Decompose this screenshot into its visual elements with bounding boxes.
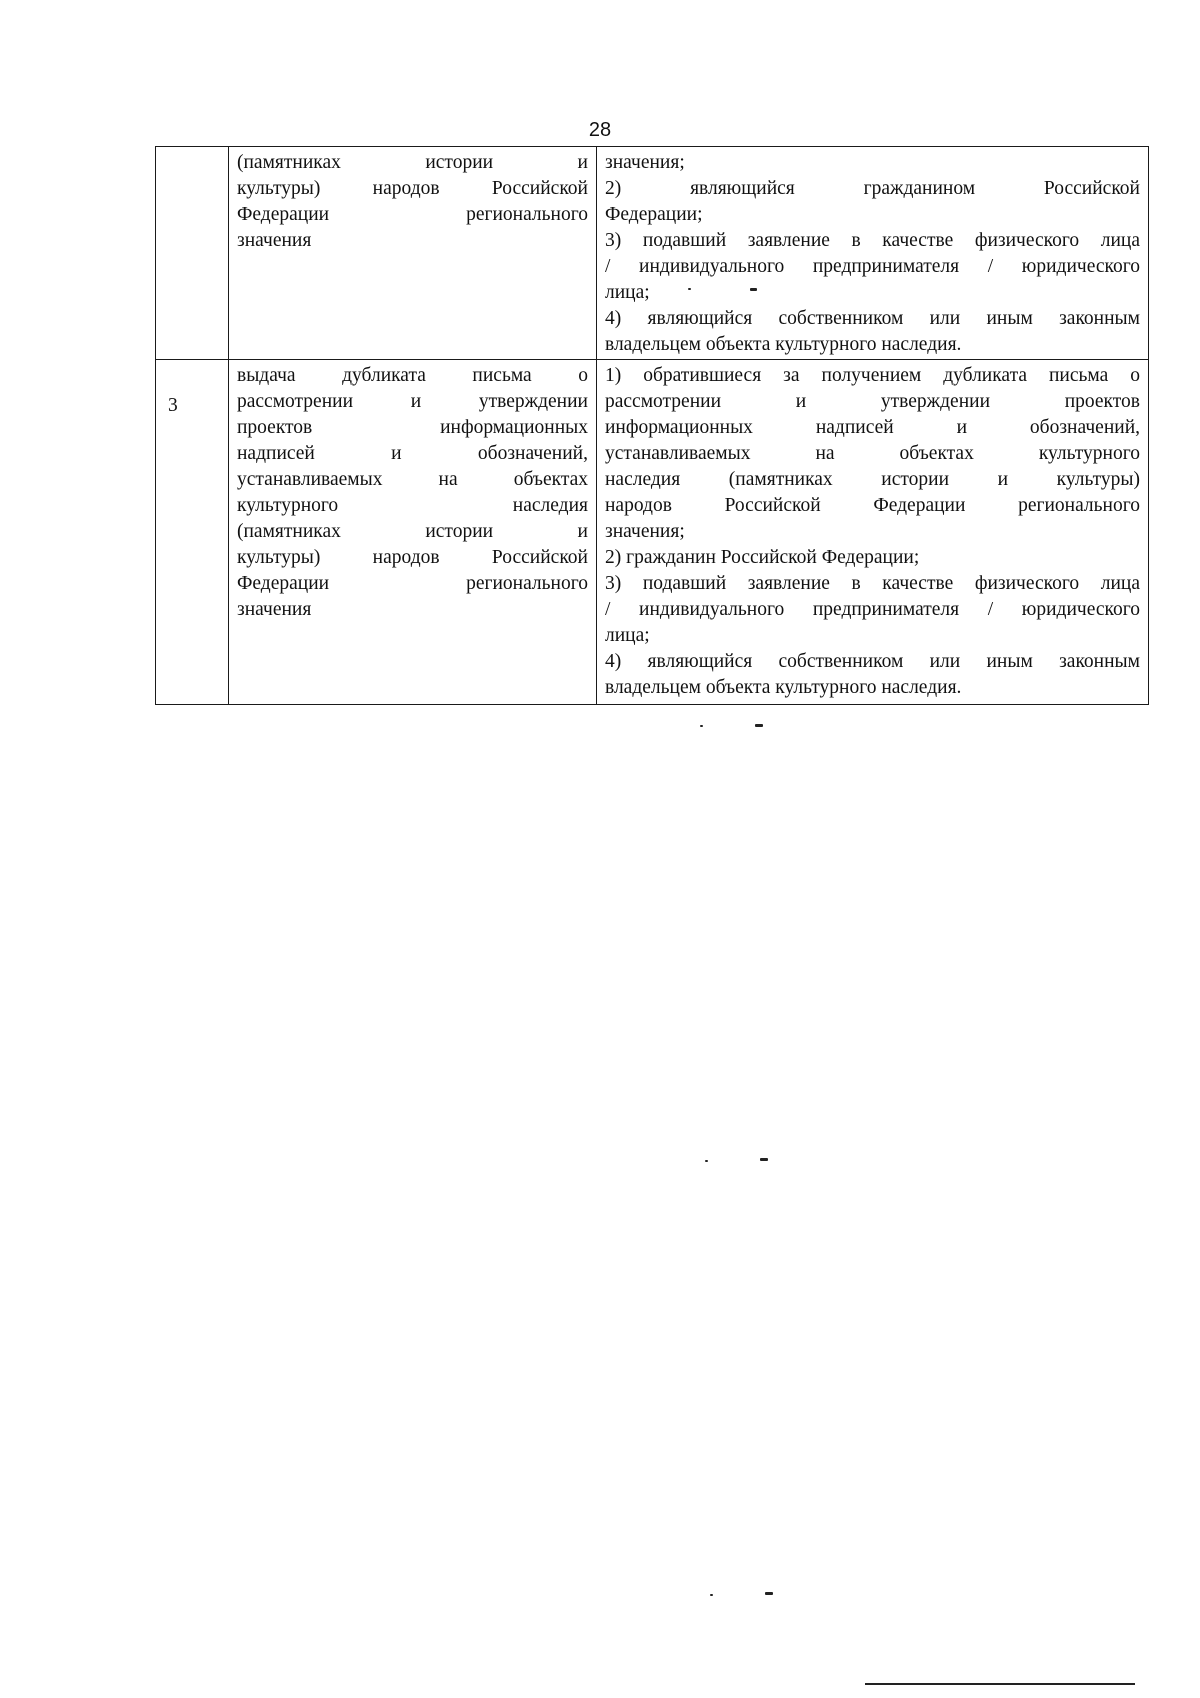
service-text-line: рассмотрении и утверждении <box>237 391 588 412</box>
service-text-line: значения <box>237 230 312 251</box>
scan-artifact <box>688 288 691 290</box>
applicant-text-line: 2) являющийся гражданином Российской <box>605 178 1140 199</box>
applicants-cell <box>597 360 1149 705</box>
row-number-cell <box>156 147 229 360</box>
scan-artifact <box>760 1158 768 1161</box>
services-table <box>155 146 1149 705</box>
row-number: 3 <box>168 395 178 416</box>
service-text-line: значения <box>237 599 312 620</box>
applicants-cell <box>597 147 1149 360</box>
applicant-text-line: информационных надписей и обозначений, <box>605 417 1140 438</box>
applicant-text-line: лица; <box>605 625 650 646</box>
applicant-text-line: 1) обратившиеся за получением дубликата письма о <box>605 365 1140 386</box>
row-number <box>164 150 220 180</box>
service-text-line: культурного наследия <box>237 495 588 516</box>
service-text-line: Федерации регионального <box>237 204 588 225</box>
applicant-text-line: 2) гражданин Российской Федерации; <box>605 547 920 568</box>
applicant-text-line: значения; <box>605 152 685 173</box>
applicant-text-line: 4) являющийся собственником или иным законным <box>605 308 1140 329</box>
service-name-cell <box>229 360 597 705</box>
footer-rule <box>865 1683 1135 1685</box>
service-text-line: (памятниках истории и <box>237 521 588 542</box>
service-text-line: культуры) народов Российской <box>237 178 588 199</box>
service-text-line: проектов информационных <box>237 417 588 438</box>
service-text-line: культуры) народов Российской <box>237 547 588 568</box>
applicant-text-line: наследия (памятниках истории и культуры) <box>605 469 1140 490</box>
applicant-text-line: / индивидуального предпринимателя / юридического <box>605 599 1140 620</box>
applicant-text-line: рассмотрении и утверждении проектов <box>605 391 1140 412</box>
scan-artifact <box>710 1594 713 1596</box>
applicant-text-line: владельцем объекта культурного наследия. <box>605 334 962 355</box>
applicant-text-line: значения; <box>605 521 685 542</box>
page-number: 28 <box>588 119 612 141</box>
scan-artifact <box>765 1592 773 1595</box>
table-row <box>156 147 1149 360</box>
scan-artifact <box>755 724 763 727</box>
service-text-line: надписей и обозначений, <box>237 443 588 464</box>
service-text-line: (памятниках истории и <box>237 152 588 173</box>
applicant-text-line: Федерации; <box>605 204 703 225</box>
service-text-line: Федерации регионального <box>237 573 588 594</box>
service-text-line: устанавливаемых на объектах <box>237 469 588 490</box>
row-number-cell <box>156 360 229 705</box>
table-row <box>156 360 1149 705</box>
applicant-text-line: народов Российской Федерации регионального <box>605 495 1140 516</box>
applicant-text-line: 3) подавший заявление в качестве физического лица <box>605 573 1140 594</box>
applicant-text-line: владельцем объекта культурного наследия. <box>605 677 962 698</box>
applicant-text-line: 3) подавший заявление в качестве физического лица <box>605 230 1140 251</box>
scan-artifact <box>700 725 703 727</box>
applicant-text-line: лица; <box>605 282 650 303</box>
scan-artifact <box>750 288 757 291</box>
service-name-cell <box>229 147 597 360</box>
scan-artifact <box>705 1160 708 1162</box>
service-text-line: выдача дубликата письма о <box>237 365 588 386</box>
applicant-text-line: устанавливаемых на объектах культурного <box>605 443 1140 464</box>
applicant-text-line: / индивидуального предпринимателя / юридического <box>605 256 1140 277</box>
applicant-text-line: 4) являющийся собственником или иным законным <box>605 651 1140 672</box>
